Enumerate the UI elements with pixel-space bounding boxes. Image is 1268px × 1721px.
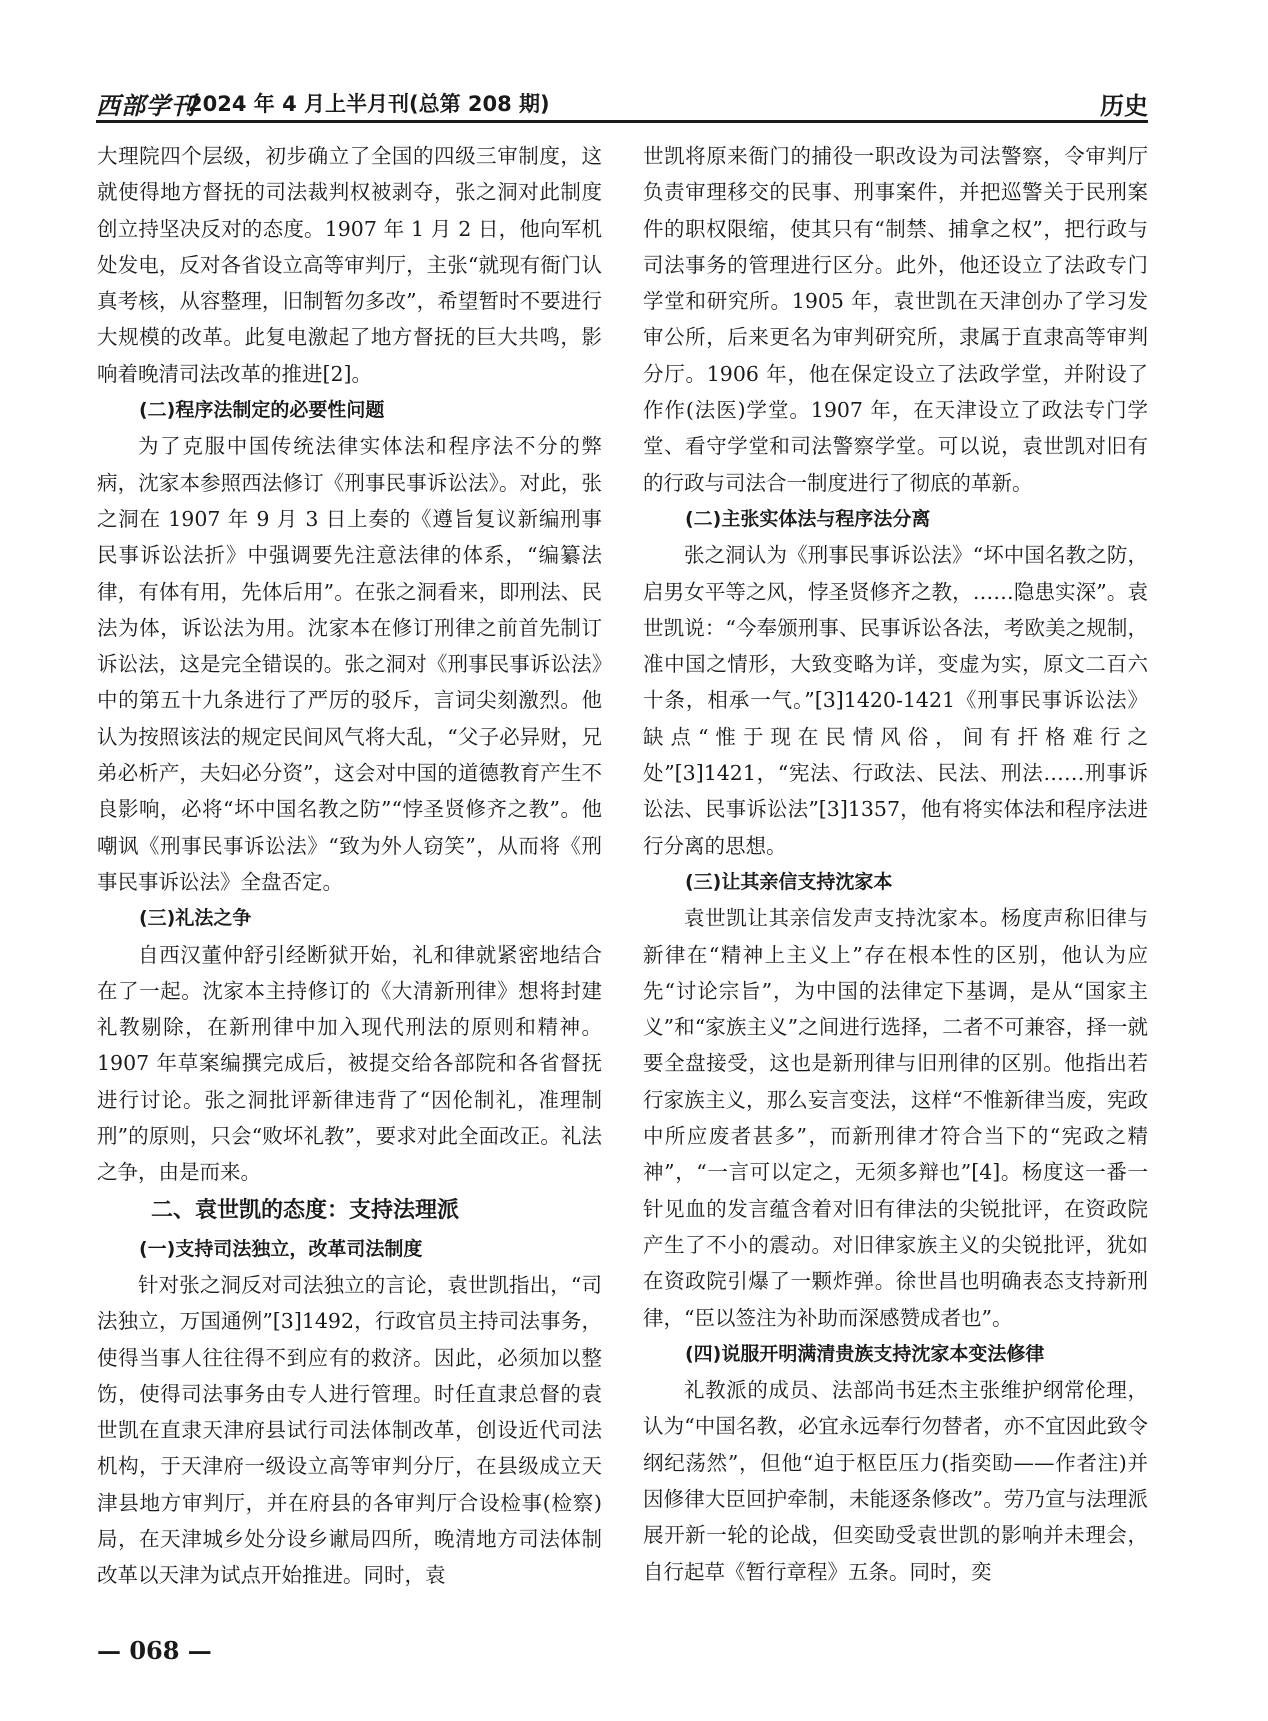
paragraph: 自西汉董仲舒引经断狱开始，礼和律就紧密地结合在了一起。沈家本主持修订的《大清新刑律》想将封建礼教剔除，在新刑律中加入现代刑法的原则和精神。1907 年草案编撰完成后，被提交给各部院和各省督抚进行讨论。张之洞批评新律违背了“因伦制礼，准理制刑”的原则，只会“败坏礼教”，要求对此全面改正。礼法之争，由是而来。 — [97, 942, 602, 1185]
paragraph: 大理院四个层级，初步确立了全国的四级三审制度，这就使得地方督抚的司法裁判权被剥夺，张之洞对此制度创立持坚决反对的态度。1907 年 1 月 2 日，他向军机处发电，反对各省设立高等审判厅，主张“就现有衙门认真考核，从容整理，旧制暂勿多改”，希望暂时不要进行大规模的改革。此复电激起了地方督抚的巨大共鸣，影响着晚清司法改革的推进[2]。 — [97, 144, 602, 386]
right-column — [643, 138, 1148, 1590]
subsection-heading: (二)程序法制定的必要性问题 — [139, 399, 385, 422]
section-heading: 二、袁世凯的态度：支持法理派 — [151, 1197, 460, 1223]
journal-logo: 西部学刊 — [96, 91, 196, 120]
subsection-heading: (四)说服开明满清贵族支持沈家本变法修律 — [685, 1342, 1045, 1365]
subsection-heading: (三)让其亲信支持沈家本 — [685, 870, 893, 893]
subsection-heading: (一)支持司法独立，改革司法制度 — [139, 1237, 423, 1260]
paragraph: 礼教派的成员、法部尚书廷杰主张维护纲常伦理，认为“中国名教，必宜永远奉行勿替者，亦不宜因此致令纲纪荡然”，但他“迫于枢臣压力(指奕劻——作者注)并因修律大臣回护牵制，未能逐条修改”。劳乃宣与法理派展开新一轮的论战，但奕劻受袁世凯的影响并未理会，自行起草《暂行章程》五条。同时，奕 — [643, 1378, 1148, 1584]
paragraph: 针对张之洞反对司法独立的言论，袁世凯指出，“司法独立，万国通例”[3]1492，行政官员主持司法事务，使得当事人往往得不到应有的救济。因此，必须加以整饬，使得司法事务由专人进行管理。时任直隶总督的袁世凯在直隶天津府县试行司法体制改革，创设近代司法机构，于天津府一级设立高等审判分厅，在县级成立天津县地方审判厅，并在府县的各审判厅合设检事(检察)局，在天津城乡处分设乡谳局四所，晚清地方司法体制改革以天津为试点开始推进。同时，袁 — [97, 1272, 602, 1588]
paragraph: 世凯将原来衙门的捕役一职改设为司法警察，令审判厅负责审理移交的民事、刑事案件，并把巡警关于民刑案件的职权限缩，使其只有“制禁、捕拿之权”，把行政与司法事务的管理进行区分。此外，他还设立了法政专门学堂和研究所。1905 年，袁世凯在天津创办了学习发审公所，后来更名为审判研究所，隶属于直隶高等审判分厅。1906 年，他在保定设立了法政学堂，并附设了作作(法医)学堂。1907 年，在天津设立了政法专门学堂、看守学堂和司法警察学堂。可以说，袁世凯对旧有的行政与司法合一制度进行了彻底的革新。 — [643, 144, 1148, 495]
page-number: — 068 — — [97, 1636, 212, 1665]
section-label: 历史 — [1100, 92, 1148, 120]
paragraph: 袁世凯让其亲信发声支持沈家本。杨度声称旧律与新律在“精神上主义上”存在根本性的区别，他认为应先“讨论宗旨”，为中国的法律定下基调，是从“国家主义”和“家族主义”之间进行选择，二者不可兼容，择一就要全盘接受，这也是新刑律与旧刑律的区别。他指出若行家族主义，那么妄言变法，这样“不惟新律当废，宪政中所应废者甚多”，而新刑律才符合当下的“宪政之精神”，“一言可以定之，无须多辩也”[4]。杨度这一番一针见血的发言蕴含着对旧有律法的尖锐批评，在资政院产生了不小的震动。对旧律家族主义的尖锐批评，犹如在资政院引爆了一颗炸弹。徐世昌也明确表态支持新刑律，“臣以签注为补助而深感赞成者也”。 — [643, 906, 1148, 1330]
paragraph: 为了克服中国传统法律实体法和程序法不分的弊病，沈家本参照西法修订《刑事民事诉讼法》。对此，张之洞在 1907 年 9 月 3 日上奏的《遵旨复议新编刑事民事诉讼法折》中强调要先注意法律的体系，“编纂法律，有体有用，先体后用”。在张之洞看来，即刑法、民法为体，诉讼法为用。沈家本在修订刑律之前首先制订诉讼法，这是完全错误的。张之洞对《刑事民事诉讼法》中的第五十九条进行了严厉的驳斥，言词尖刻激烈。他认为按照该法的规定民间风气将大乱，“父子必异财，兄弟必析产，夫妇必分资”，这会对中国的道德教育产生不良影响，必将“坏中国名教之防”“悖圣贤修齐之教”。他嘲讽《刑事民事诉讼法》“致为外人窃笑”，从而将《刑事民事诉讼法》全盘否定。 — [97, 434, 602, 894]
left-column — [97, 138, 602, 1594]
issue-info: 2024 年 4 月上半月刊(总第 208 期) — [188, 92, 550, 116]
paragraph: 张之洞认为《刑事民事诉讼法》“坏中国名教之防，启男女平等之风，悖圣贤修齐之教，……隐患实深”。袁世凯说：“今奉颁刑事、民事诉讼各法，考欧美之规制，准中国之情形，大致变略为详，变虚为实，原文二百六十条，相承一气。”[3]1420-1421《刑事民事诉讼法》缺点“惟于现在民情风俗，间有扞格难行之处”[3]1421，“宪法、行政法、民法、刑法……刑事诉讼法、民事诉讼法”[3]1357，他有将实体法和程序法进行分离的思想。 — [643, 543, 1148, 858]
subsection-heading: (三)礼法之争 — [139, 907, 252, 930]
subsection-heading: (二)主张实体法与程序法分离 — [685, 507, 931, 530]
running-header — [96, 84, 1148, 123]
